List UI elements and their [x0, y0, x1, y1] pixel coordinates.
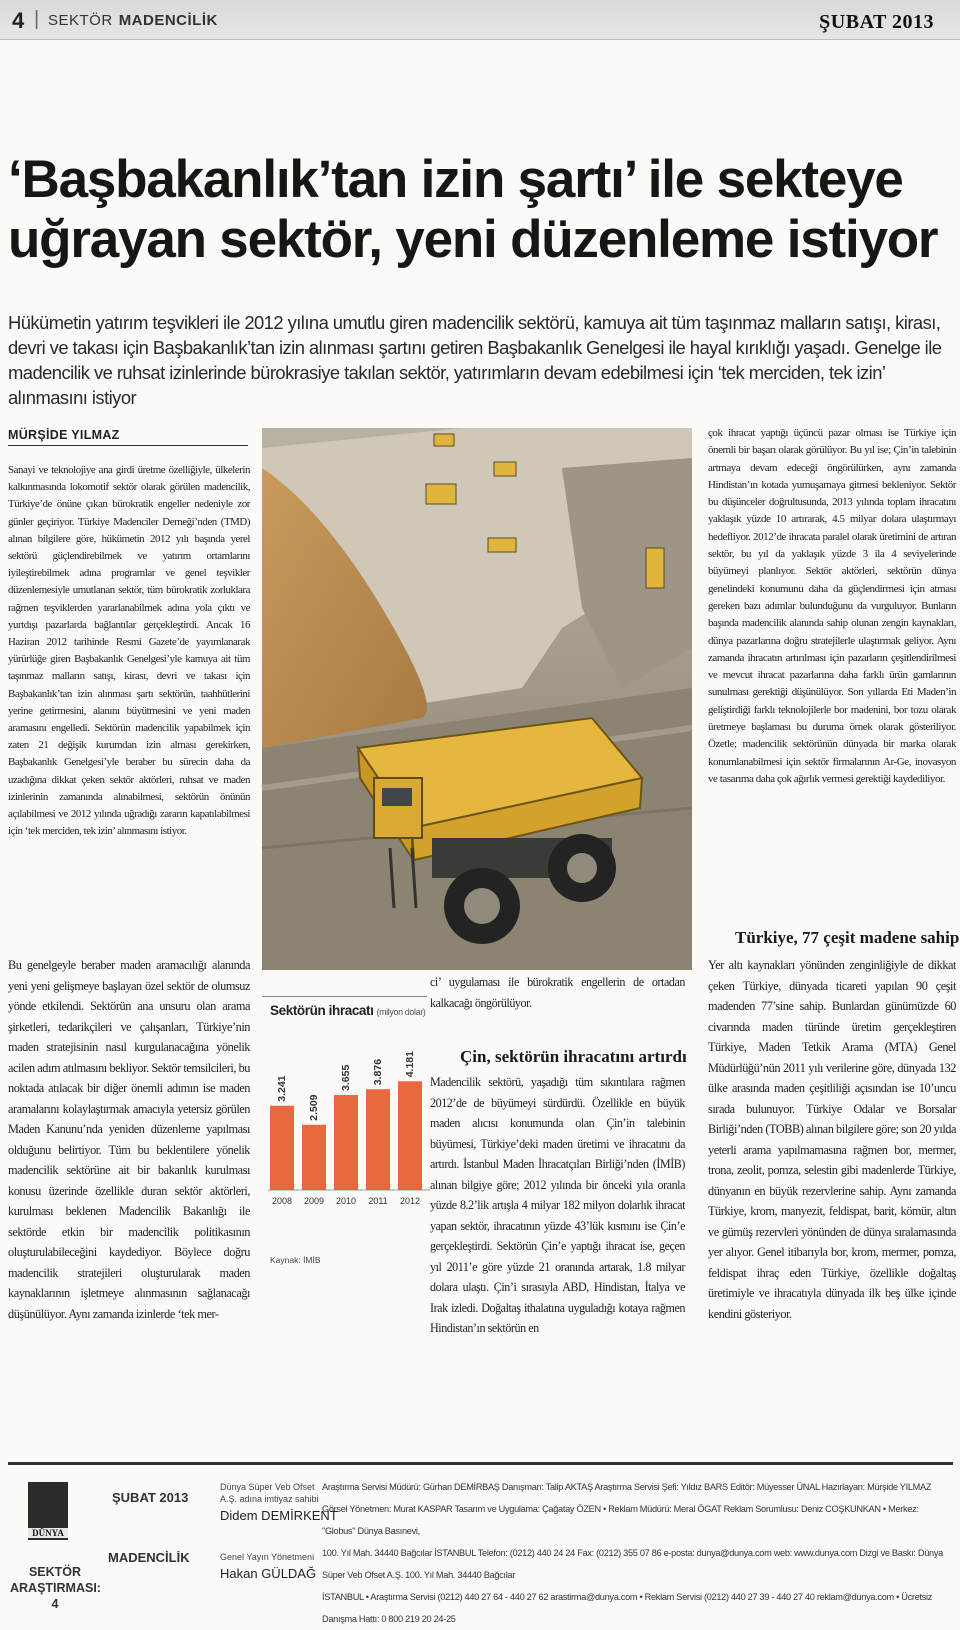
column-2-top	[430, 972, 685, 1013]
column-3-body	[708, 955, 956, 1324]
owner-name: Didem DEMİRKENT	[220, 1508, 338, 1523]
chart-bar-2008	[270, 1106, 294, 1190]
chart-bar-2009	[302, 1125, 326, 1190]
paragraph: çok ihracat yaptığı üçüncü pazar olması ise Türkiye için önemli bir başarı olarak görülüyor. Bu yıl ise; Çin’in talebinin artmaya devam edeceği öngörülürken, aynı zamanda Hindistan’ın kotada yumuşamaya gitmesi bekleniyor. Sektör bu düşünceler doğrultusunda, 2013 yılında toplam ihracatını yaklaşık yüzde 10 artırarak, 4.5 milyar dolara ulaştırmayı hedefliyor. 2012’de ihracata paralel olarak üretimini de artıran sektör, bu yıl da yaklaşık yüzde 3 ila 4 seviyelerinde büyümeyi planlıyor. Sektör aktörleri, sektörün dünya genelindeki konumunu daha da güçlendirmesi için atması gereken bazı adımlar bulunduğunu da vurguluyor. Bunların başında madencilik alanında sahip olunan zengin kaynakları, dünya pazarlarına doğru stratejilerle ulaştırmak geliyor. Aynı zamanda ihracatın artırılması için pazarların çeşitlendirilmesi ve mevcut ihracat pazarlarına daha farklı ürün gamlarının sunulması gerektiği düşünülüyor. Son yıllarda Eti Maden’in geliştirdiği farklı teknolojilerle bor madenini, bor tozu olarak üretmeye başlaması bu duruma örnek olarak gösteriliyor. Özetle; madencilik sektörünün dünyada bir marka olarak konumlanabilmesi için sektör firmalarının Ar-Ge, inovasyon ve tasarıma daha çok ağırlık vermesi gerektiği kaydediliyor.	[708, 427, 956, 785]
credits-line: İSTANBUL • Araştırma Servisi (0212) 440 27 64 - 440 27 62 arastirma@dunya.com • Reklam Servisi (0212) 440 27 39 - 440 27 40 reklam@dunya.com • Ücretsiz Danışma Hattı: 0 800 219 20 24-25	[322, 1592, 933, 1624]
publisher-line-2: A.Ş. adına imtiyaz sahibi	[220, 1494, 319, 1504]
section-bold: MADENCİLİK	[118, 12, 218, 29]
paragraph: ci’ uygulaması ile bürokratik engellerin de ortadan kalkacağı öngörülüyor.	[430, 975, 685, 1010]
chart-value-label-2011: 3.876	[372, 1058, 384, 1086]
column-1-top	[8, 462, 250, 840]
publisher-line-1: Dünya Süper Veb Ofset	[220, 1482, 315, 1492]
author-byline: MÜRŞİDE YILMAZ	[8, 428, 248, 446]
footer-research-line-2: ARAŞTIRMASI: 4	[10, 1581, 101, 1611]
footer-research-label	[10, 1564, 100, 1612]
column-1-bottom	[8, 955, 250, 1324]
page-header	[0, 0, 960, 40]
column-3-top	[708, 425, 956, 788]
section-light: SEKTÖR	[48, 12, 113, 29]
photo-illustration	[262, 428, 692, 970]
chart-category-label-2008: 2008	[271, 1196, 293, 1206]
headline-line-1: ‘Başbakanlık’tan izin şartı’ ile sekteye	[8, 150, 903, 209]
headline	[8, 150, 958, 270]
chart-title	[270, 1003, 425, 1018]
paragraph: Bu genelgeyle beraber maden aramacılığı alanında yeni yeni gelişmeye başlayan özel sektör de olumsuz yönde etkilendi. Sektörün ana unsuru olan arama şirketleri, tedarikçileri ve çalışanları, Türkiye’nin maden stratejisinin nasıl kurgulanacağına yönelik acilen adım atılmasını bekliyor. Sektör temsilcileri, bu noktada atılacak bir diğer önemli adımın ise maden aramalarını kolaylaştırmak amacıyla yetersiz görülen Maden Kanunu’nda yeniden düzenleme yapılması olduğunu belirtiyor. Tüm bu beklentilere yönelik madencilik sektörüne ait bir bakanlık kurulması konusu üzerinde özellikle duran sektör aktörleri, kurulması beklenen Madencilik Bakanlığı ile sektörde etkin bir madencilik politikasının oluşturulabileceğini kaydediyor. Böylece doğru madencilik stratejileri oluşturularak maden kaynaklarının işletmeye alınmasının sağlanacağı düşünülüyor. Aynı zamanda izinlerde ‘tek mer-	[8, 958, 250, 1321]
chart-bar-2012	[398, 1081, 422, 1190]
headline-line-2: uğrayan sektör, yeni düzenleme istiyor	[8, 210, 938, 269]
chart-value-label-2012: 4.181	[404, 1051, 416, 1078]
chart-value-label-2010: 3.655	[340, 1064, 352, 1091]
editor-title: Genel Yayın Yönetmeni	[220, 1552, 315, 1562]
editor-name: Hakan GÜLDAĞ	[220, 1566, 317, 1581]
section-label	[48, 12, 218, 29]
chart-source: Kaynak: İMİB	[270, 1255, 321, 1265]
chart-unit: (milyon dolar)	[376, 1007, 426, 1017]
chart-top-rule	[262, 996, 427, 997]
chart-title-text: Sektörün ihracatı	[270, 1003, 374, 1018]
page-number: 4	[12, 8, 25, 33]
chart-bar-2011	[366, 1089, 390, 1190]
credits-line: 100. Yıl Mah. 34440 Bağcılar İSTANBUL Telefon: (0212) 440 24 24 Fax: (0212) 355 07 86 e-posta: dunya@dunya.com web: www.dunya.com Dizgi ve Baskı: Dünya Süper Veb Ofset A.Ş. 100. Yıl Mah. 34440 Bağcılar	[322, 1548, 943, 1580]
lead-paragraph: Hükümetin yatırım teşvikleri ile 2012 yılına umutlu giren madencilik sektörü, kamuya ait tüm taşınmaz malların satışı, kirası, devri ve takası için Başbakanlık’tan izin alınması şartını getiren Başbakanlık Genelgesi ile hayal kırıklığı yaşadı. Genelge ile madencilik ve ruhsat izinlerinde bürokrasiye takılan sektör, yatırımların devam edebilmesi için ‘tek merciden, tek izin’ alınmasını istiyor	[8, 312, 942, 408]
footer-credits	[322, 1476, 952, 1630]
chart-category-label-2012: 2012	[399, 1196, 421, 1206]
footer-date: ŞUBAT 2013	[112, 1490, 189, 1505]
header-separator: |	[34, 8, 40, 30]
credits-line: Görsel Yönetmen: Murat KASPAR Tasarım ve Uygulama: Çağatay ÖZEN • Reklam Müdürü: Meral ÖGAT Reklam Sorumlusu: Deniz COŞKUNKAN • Merkez: "Globus" Dünya Basınevi,	[322, 1504, 919, 1536]
issue-date: ŞUBAT 2013	[819, 11, 934, 33]
credits-line: Araştırma Servisi Müdürü: Gürhan DEMİRBAŞ Danışman: Talip AKTAŞ Araştırma Servisi Şefi: Yıldız BARS Editör: Müyesser ÜNAL Hazırlayan: Mürşide YILMAZ	[322, 1482, 932, 1492]
chart-value-label-2008: 3.241	[276, 1075, 288, 1102]
subheading-china: Çin, sektörün ihracatını artırdı	[460, 1047, 687, 1066]
mining-truck-photo	[262, 428, 692, 970]
dunya-logo	[28, 1482, 68, 1540]
footer-research-line-1: SEKTÖR	[28, 1565, 82, 1579]
paragraph: Sanayi ve teknolojiye ana girdi üretme özelliğiyle, ülkelerin kalkınmasında lokomotif sektör olarak görülen madencilik, Türkiye’de önüne çıkan bürokratik engeller nedeniyle zor günler geçiriyor. Türkiye Madenciler Derneği’nden (TMD) alınan bilgilere göre, hükümetin 2012 yılı başında yerel sektörü güçlendirebilmek ve yatırım ortamlarını iyileştirebilmek adına programlar ve genel teşvikler düzenlemesiyle umutlanan sektör, tüm bürokratik zorluklara rağmen teşviklerden yararlanabilmek adına yola çıktı ve yurtdışı pazarlarda bağlantılar gerçekleştirdi. Ancak 16 Haziran 2012 tarihinde Resmi Gazete’de yayımlanarak yürürlüğe giren Başbakanlık Genelgesi’yle kamuya ait tüm taşınmaz malların satışı, kirası, devri ve takası için Başbakanlık’tan izin alınması şartı sektörün, taahhütlerini yerine getirmesini, alanını büyütmesini ve yeni maden aramasını engelledi. Sektörün madencilik yapabilmek için zaten 21 değişik kurumdan izin alması gerekirken, Başbakanlık Genelgesi’yle beraber bu sürecin daha da uzadığına dikkat çeken sektör aktörleri, ruhsat ve maden izinlerinin zamanında alınabilmesi, sektörün önünün açılabilmesi ve 2012 yılında uğradığı zararın kapatılabilmesi için ‘tek merciden, tek izin’ alınmasını istiyor.	[8, 464, 250, 838]
chart-value-label-2009: 2.509	[308, 1094, 320, 1121]
subheading-77-mines: Türkiye, 77 çeşit madene sahip	[735, 928, 960, 947]
logo-text: DÜNYA	[28, 1528, 68, 1538]
export-bar-chart	[262, 1020, 432, 1260]
paragraph: Madencilik sektörü, yaşadığı tüm sıkıntılara rağmen 2012’de de büyümeyi sürdürdü. Özellikle en büyük maden alıcısı konumunda olan Çin’in talebinin büyümesi, Türkiye’deki maden üretimi ve ihracatını da artırdı. İstanbul Maden İhracatçıları Birliği’nden (İMİB) alınan bilgiye göre; 2012 yılında bir önceki yıla oranla yüzde 8.2’lik artışla 4 milyar 182 milyon dolarlık ihracat yapan sektör, ihracatının yüzde 43’lük kısmını ise Çin’e gerçekleştirdi. Sektörün Çin’e yaptığı ihracat ise, geçen yıl 2011’e göre yüzde 21 oranında artarak, 1.8 milyar dolara ulaştı. Çin’i sırasıyla ABD, Hindistan, İtalya ve Irak izledi. Doğaltaş ithalatına uyguladığı kotaya rağmen Hindistan’ın sektörün en	[430, 1075, 685, 1335]
footer	[0, 1468, 960, 1624]
chart-category-label-2009: 2009	[303, 1196, 325, 1206]
footer-rule	[8, 1462, 953, 1465]
footer-section: MADENCİLİK	[108, 1550, 190, 1565]
chart-bar-2010	[334, 1095, 358, 1190]
paragraph: Yer altı kaynakları yönünden zenginliğiyle de dikkat çeken Türkiye, dünyada ticareti yapılan 90 çeşit madenden 77’sine sahip. Bunlardan günümüzde 60 civarında maden türünde üretim gerçekleştiren Türkiye, Maden Tetkik Arama (MTA) Genel Müdürlüğü’nün 2011 yılı verilerine göre, dünyada 132 ülke arasında maden çeşitliliği açısından ise 10’uncu sırada bulunuyor. Türkiye Odalar ve Borsalar Birliği’nden (TOBB) alınan bilgilere göre; son 20 yılda yeterli arama yapılmamasına rağmen bor, mermer, trona, zeolit, pomza, selestin gibi madenlerde Türkiye, dünyanın en büyük rezervlerine sahip. Aynı zamanda Türkiye, krom, manyezit, feldispat, barit, kömür, altın ve gümüş rezervleri yönünden de dünya sıralamasında yer alıyor. Genel itibarıyla bor, krom, mermer, pomza, feldispat ihraç eden Türkiye, özellikle doğaltaş üretimiyle ve ihracatıyla dünyada ilk beş ülke içinde kendini gösteriyor.	[708, 958, 956, 1321]
column-2-body	[430, 1072, 685, 1339]
chart-category-label-2010: 2010	[335, 1196, 357, 1206]
chart-category-label-2011: 2011	[368, 1196, 388, 1206]
